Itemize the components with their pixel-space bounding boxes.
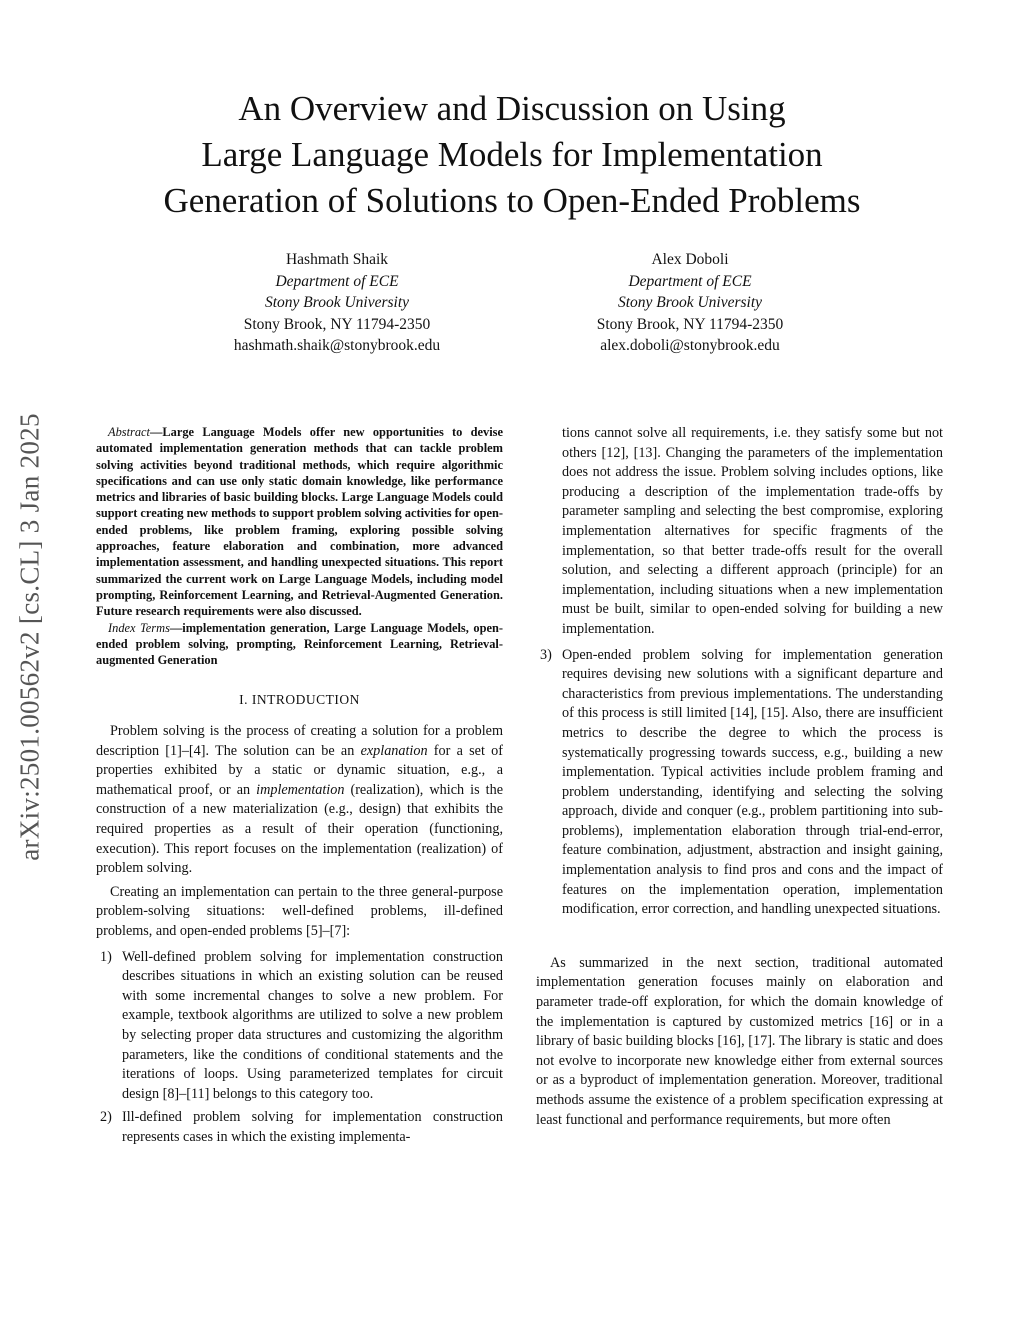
title-line: Large Language Models for Implementation (201, 135, 823, 174)
list-item (536, 646, 943, 920)
section-heading-introduction: I. INTRODUCTION (239, 692, 360, 708)
arxiv-sidebar (2, 342, 58, 932)
list-item (96, 1108, 503, 1147)
left-column (96, 424, 503, 1152)
author-university: Stony Brook University (264, 294, 410, 311)
abstract-label: Abstract (108, 425, 150, 439)
arxiv-identifier: arXiv:2501.00562v2 [cs.CL] 3 Jan 2025 (14, 413, 45, 861)
author-department: Department of ECE (628, 272, 752, 290)
author-block-doboli (530, 249, 850, 357)
index-terms-label: Index Terms (108, 620, 170, 635)
index-terms-text: —implementation generation, Large Language Models, open-ended problem solving, prompting, Reinforcement Learning, Retrieval-augmented Generation (96, 620, 503, 668)
author-name: Alex Doboli (651, 251, 729, 268)
list-number: 2) (100, 1109, 112, 1126)
list-item-text: Ill-defined problem solving for implementation construction represents cases in which the existing implementa- (122, 1109, 503, 1145)
text-run: (realization), which is the construction of a new materialization (e.g., design) that exhibits the required properties as a result of their operation (functioning, execution). This report focuses on the implementation (realization) of problem solving. (96, 781, 503, 877)
right-column (536, 424, 943, 1134)
abstract (96, 424, 503, 620)
list-item (96, 948, 503, 1105)
author-department: Department of ECE (275, 272, 399, 290)
intro-paragraph-2: Creating an implementation can pertain to the three general-purpose problem-solving situations: well-defined problems, ill-defined problems, and open-ended problems [5]–[7]: (96, 883, 503, 939)
author-address: Stony Brook, NY 11794-2350 (596, 315, 784, 333)
index-terms (96, 620, 503, 669)
emphasis-implementation: implementation (256, 781, 345, 798)
title-line: Generation of Solutions to Open-Ended Problems (163, 181, 861, 220)
author-email: hashmath.shaik@stonybrook.edu (233, 337, 441, 354)
author-university: Stony Brook University (617, 294, 763, 311)
text-run: for a set of properties exhibited by a static or dynamic situation, e.g., a mathematical proof, or an (96, 742, 503, 798)
intro-paragraph-3: As summarized in the next section, traditional automated implementation generation focuses mainly on elaboration and parameter trade-off exploration, for which the domain knowledge of the implementation is captured by customized metrics [16] or in a library of basic building blocks [16], [17]. The library is static and does not evolve to incorporate new knowledge either from external sources or as a byproduct of implementation generation. Moreover, traditional methods assume the existence of a problem specification expressing at least functional and performance requirements, but more often (536, 954, 943, 1128)
abstract-text: —Large Language Models offer new opportunities to devise automated implementation generation methods that can tackle problem solving activities beyond traditional methods, which require algorithmic specifications and can use only static domain knowledge, like performance metrics and libraries of basic building blocks. Large Language Models could support creating new methods to support problem solving activities for open-ended problems, like problem framing, exploring possible solving approaches, feature elaboration and combination, more advanced implementation assessment, and handling unexpected situations. This report summarized the current work on Large Language Models, including model prompting, Reinforcement Learning, and Retrieval-Augmented Generation. Future research requirements were also discussed. (96, 425, 503, 619)
author-name: Hashmath Shaik (285, 251, 389, 268)
intro-paragraph-1 (96, 722, 503, 879)
list-item-text: Well-defined problem solving for implementation construction describes situations in which an existing solution can be reused with some incremental changes to solve a new problem. For example, textbook algorithms are utilized to solve a new problem by selecting proper data structures and customizing the algorithm parameters, like the conditions of conditional statements and the iterations of loops. Using parameterized templates for circuit design [8]–[11] belongs to this category too. (122, 948, 503, 1102)
problem-categories-list-continued (536, 646, 943, 920)
list-item-text: Open-ended problem solving for implementation generation requires devising new solutions with a significant departure and characteristics from previous implementations. The understanding of this process is still limited [14], [15]. Also, there are insufficient metrics to describe the degree to which the process is systematically progressing towards success, e.g., building a new implementation. Typical activities include problem framing and problem understanding, identifying and selecting the solving approach, divide and conquer (e.g., problem partitioning into sub-problems), implementation elaboration through trial-end-error, feature combination, adjustment, abstraction and insight gaining, implementation analysis to find pros and cons and the impact of features on the implementation operation, implementation modification, error correction, and handling unexpected situations. (562, 646, 943, 918)
spacer (536, 924, 943, 954)
paper-title (80, 86, 944, 224)
list-number: 3) (540, 646, 552, 663)
emphasis-explanation: explanation (360, 742, 428, 759)
title-line: An Overview and Discussion on Using (238, 89, 786, 128)
author-email: alex.doboli@stonybrook.edu (600, 337, 780, 354)
list-item-continuation: tions cannot solve all requirements, i.e. they satisfy some but not others [12], [13]. Changing the parameters of the implementation does not address the issue. Problem solving includes options, like producing a description of the implementation trade-offs by parameter sampling and selecting the best compromise, exploring implementation alternatives for specific fragments of the implementation, so that better trade-offs result for the overall solution, and selecting a different approach (principle) for an implementation, including situations when a new implementation must be built, similar to open-ended solving for building a new implementation. (562, 425, 943, 637)
list-number: 1) (100, 948, 112, 965)
problem-categories-list (96, 948, 503, 1148)
author-block-shaik (177, 249, 497, 357)
text-run: Problem solving is the process of creating a solution for a problem description [1]–[4]. The solution can be an (96, 723, 503, 759)
author-address: Stony Brook, NY 11794-2350 (243, 315, 431, 333)
